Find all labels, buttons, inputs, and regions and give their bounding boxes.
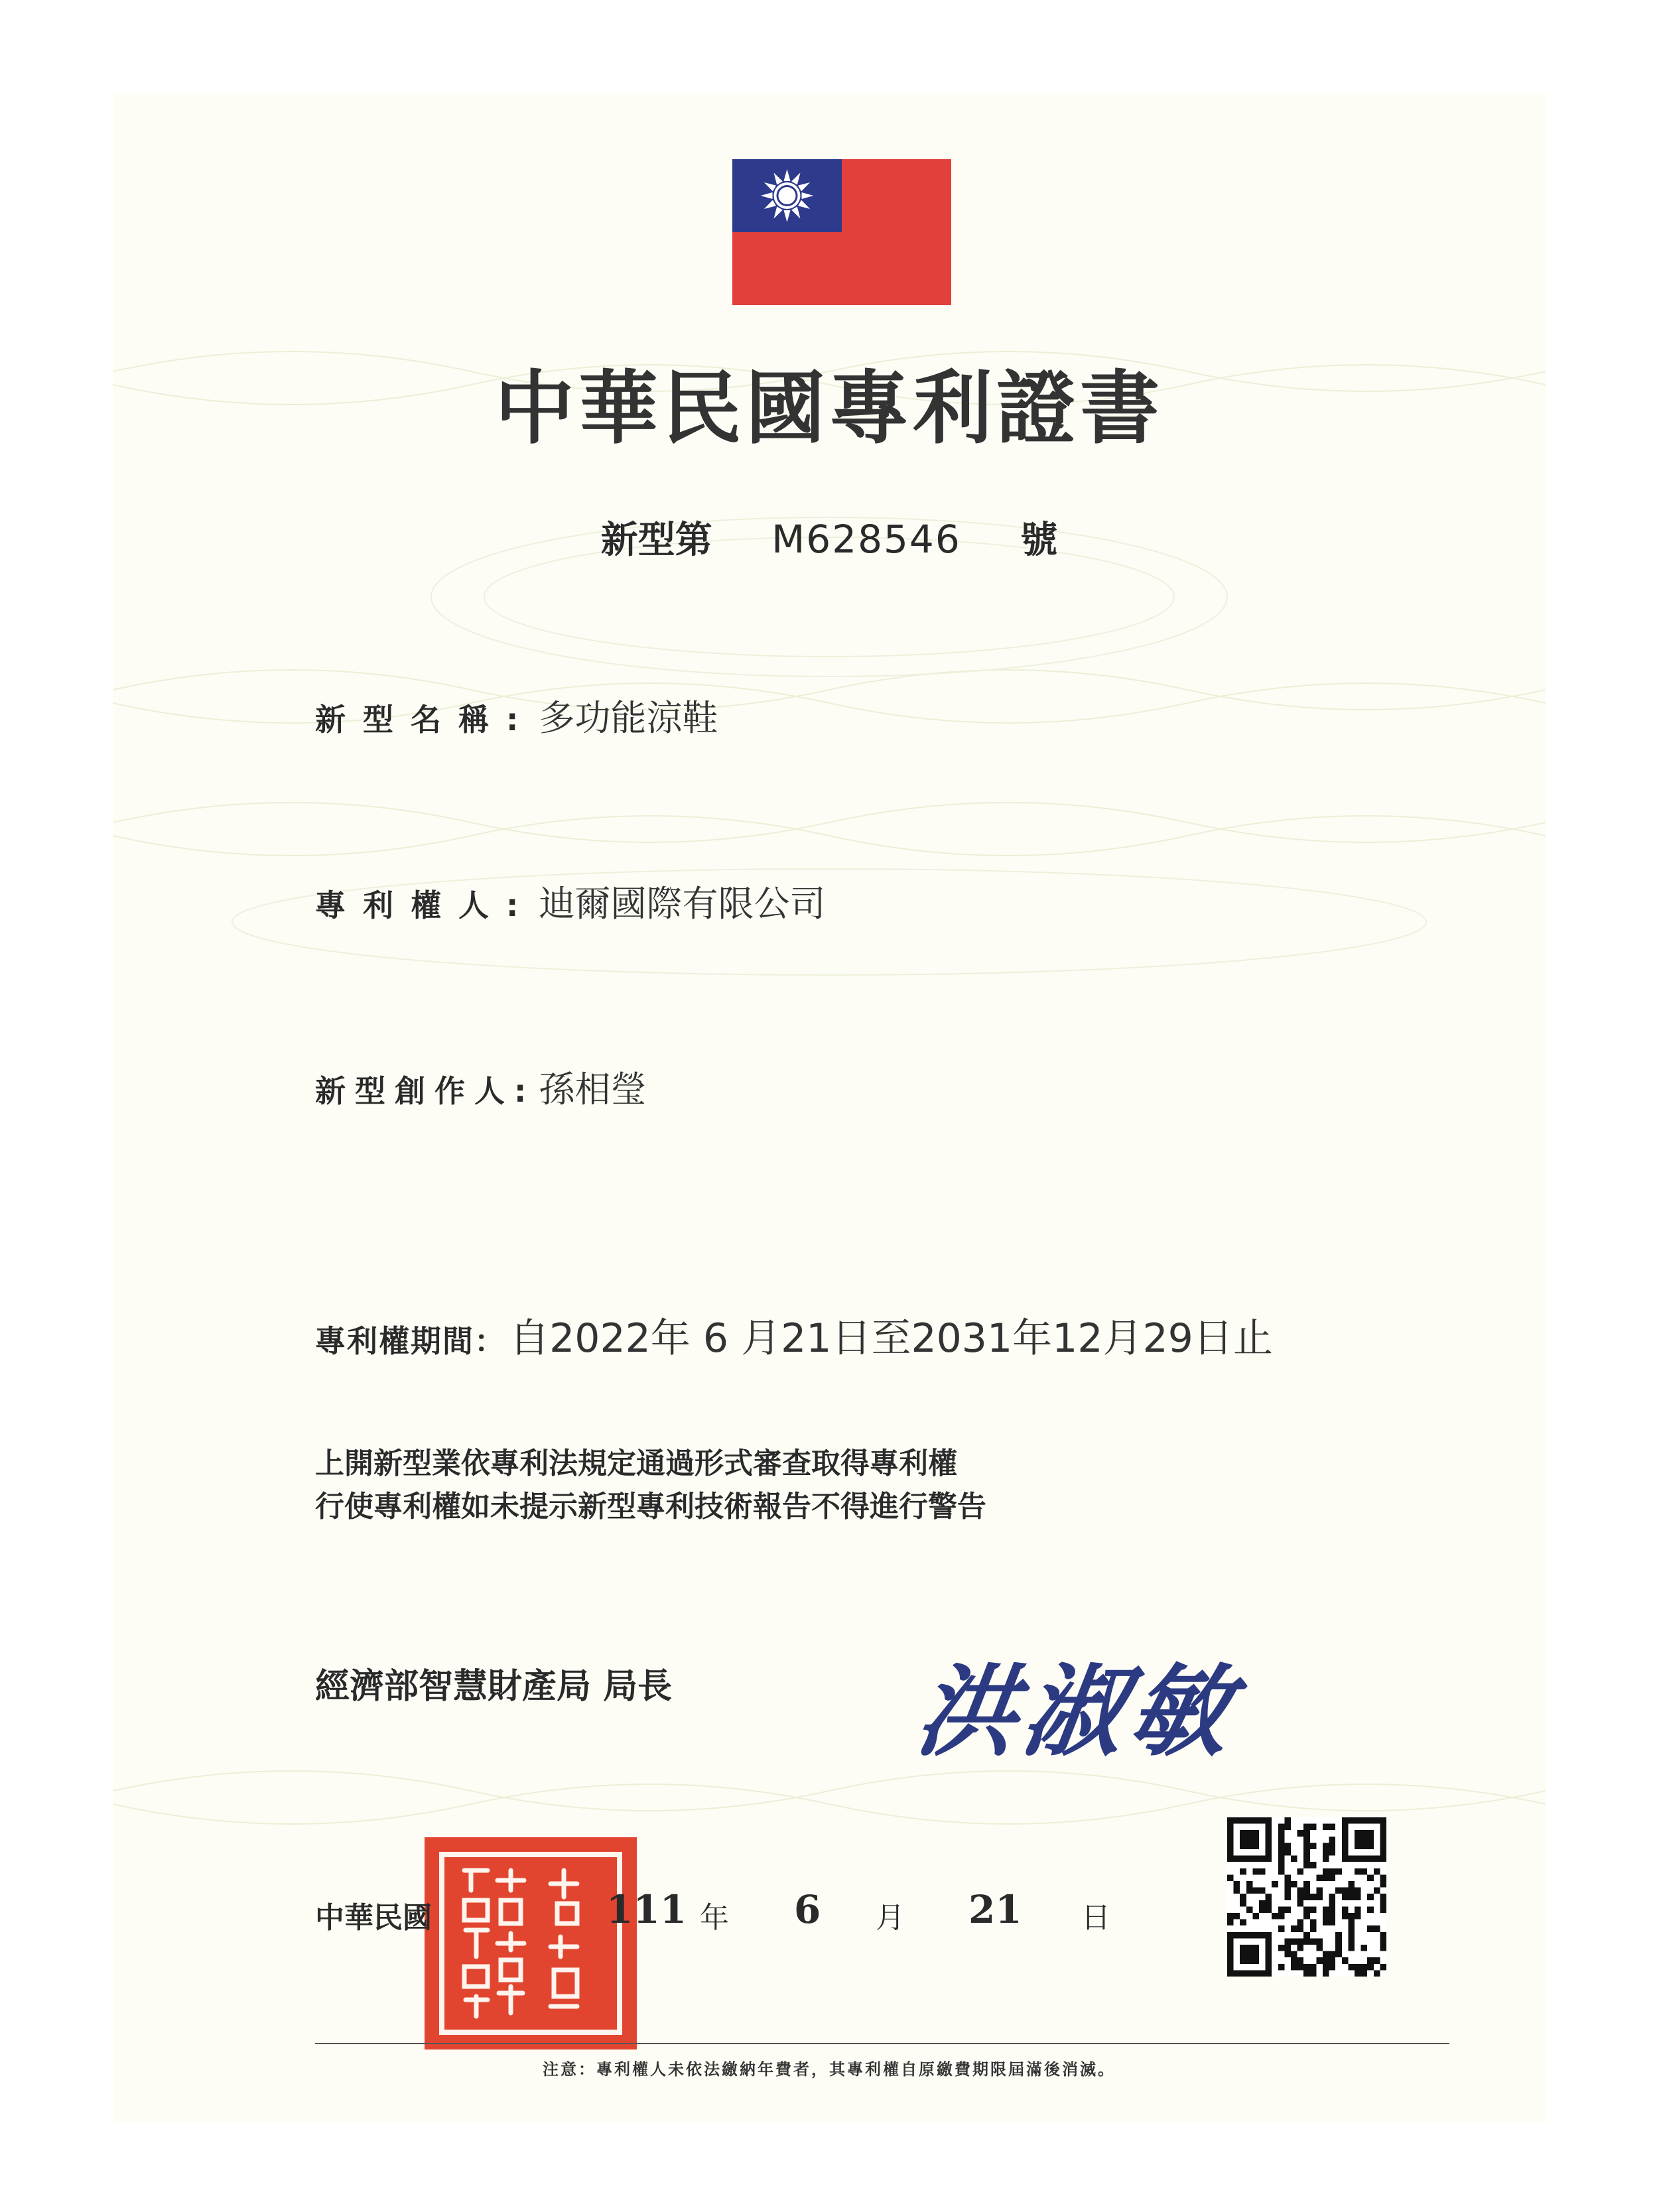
seal-pattern bbox=[425, 1837, 637, 2049]
flag-icon bbox=[732, 159, 951, 305]
certificate-title: 中華民國專利證書 bbox=[495, 361, 1163, 455]
design-name-value: 多功能涼鞋 bbox=[539, 697, 718, 739]
patentee-row bbox=[315, 876, 826, 927]
patent-term-label: 專利權期間： bbox=[315, 1323, 506, 1359]
patentee-label: 專利權人: bbox=[315, 887, 536, 923]
footer-note: 注意：專利權人未依法繳納年費者，其專利權自原繳費期限屆滿後消滅。 bbox=[543, 2060, 1116, 2079]
issuing-official: 經濟部智慧財產局 局長 bbox=[315, 1667, 673, 1707]
date-era-label: 中華民國 bbox=[315, 1901, 432, 1935]
patent-term-row bbox=[315, 1307, 1273, 1364]
patent-number-prefix: 新型第 bbox=[600, 519, 712, 562]
footer-divider bbox=[315, 2043, 1449, 2044]
date-month: 6 bbox=[794, 1887, 821, 1932]
qr-modules bbox=[1227, 1817, 1386, 1977]
patent-number: M628546 bbox=[771, 517, 961, 562]
sun-icon bbox=[732, 159, 842, 232]
notice-line-2: 行使專利權如未提示新型專利技術報告不得進行警告 bbox=[315, 1490, 986, 1524]
creator-value: 孫相瑩 bbox=[539, 1069, 647, 1110]
date-day: 21 bbox=[968, 1887, 1022, 1932]
creator-row bbox=[315, 1061, 647, 1112]
patent-number-suffix: 號 bbox=[1020, 519, 1058, 562]
creator-label: 新型創作人: bbox=[315, 1073, 536, 1109]
patent-number-line bbox=[113, 511, 1546, 564]
date-day-unit: 日 bbox=[1081, 1901, 1110, 1935]
official-seal-icon bbox=[425, 1837, 637, 2049]
flag-canton bbox=[732, 159, 842, 232]
date-month-unit: 月 bbox=[876, 1901, 905, 1935]
director-signature: 洪淑敏 bbox=[909, 1654, 1244, 1770]
patent-term-value: 自2022年 6 月21日至2031年12月29日止 bbox=[509, 1315, 1273, 1362]
date-year: 111 bbox=[606, 1887, 687, 1932]
notice-line-1: 上開新型業依專利法規定通過形式審查取得專利權 bbox=[315, 1447, 957, 1480]
certificate-sheet bbox=[113, 93, 1546, 2122]
patentee-value: 迪爾國際有限公司 bbox=[539, 883, 826, 925]
qr-code-icon bbox=[1227, 1817, 1386, 1977]
design-name-row bbox=[315, 690, 718, 741]
date-year-unit: 年 bbox=[700, 1901, 729, 1935]
design-name-label: 新型名稱: bbox=[315, 702, 536, 738]
